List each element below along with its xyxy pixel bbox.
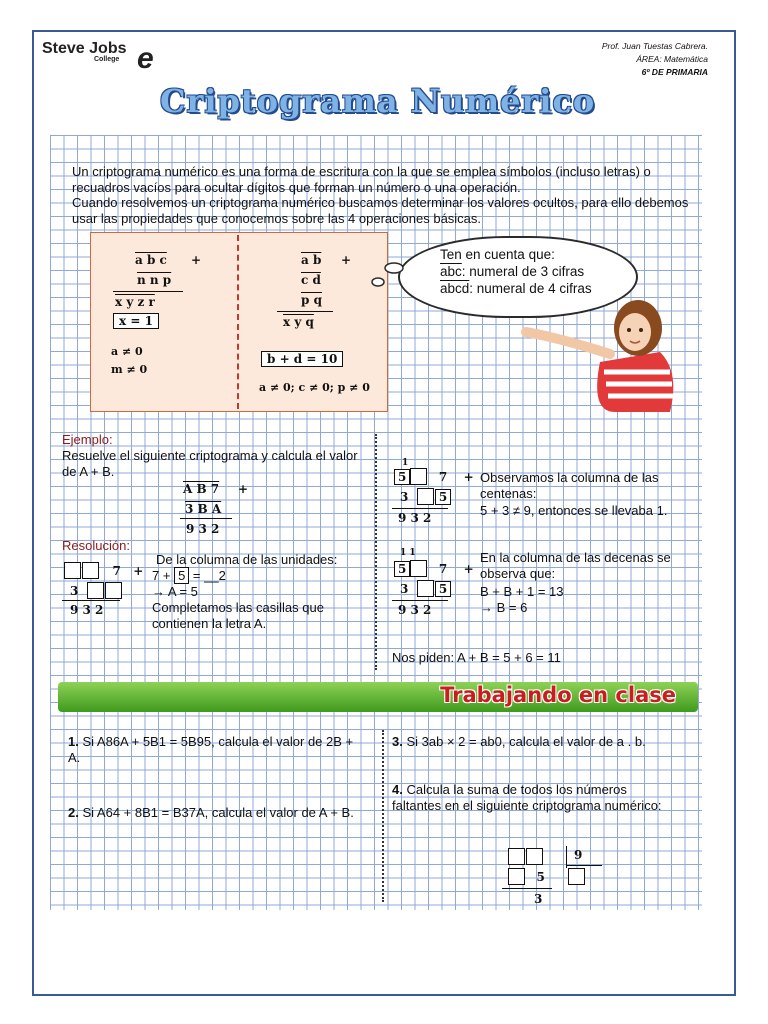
divider-dashed (237, 235, 239, 409)
girl-pointing-illustration (520, 292, 680, 412)
step1-text2: Completamos las casillas que contienen la letra A. (152, 600, 324, 631)
final-answer: Nos piden: A + B = 5 + 6 = 11 (392, 650, 561, 665)
tip-text (440, 246, 592, 297)
step3-carries: 1 1 (400, 548, 416, 558)
rule-left-sum: x y z r (115, 295, 155, 309)
step2-carry: 1 (402, 458, 409, 468)
exercise-4: 4. Calcula la suma de todos los números faltantes en el siguiente criptograma numérico: (392, 782, 662, 813)
step2-text2: 5 + 3 ≠ 9, entonces se llevaba 1. (480, 503, 668, 518)
example-row2: 3 B A (185, 502, 222, 516)
division-subtrahend: 5 (508, 868, 545, 886)
resolution-label: Resolución: (62, 538, 130, 553)
division-remainder: 3 (534, 892, 543, 906)
page-title: Criptograma Numérico (160, 82, 596, 120)
rule-left-row1: a b c (135, 253, 167, 267)
section-banner (58, 682, 698, 712)
example-sum: 9 3 2 (186, 522, 220, 536)
example-divider (375, 434, 377, 670)
step1-result: → A = 5 (152, 584, 198, 599)
empty-box (410, 468, 427, 485)
subject-area: ÁREA: Matemática (636, 54, 708, 64)
division-line (502, 888, 552, 889)
example-heading: Ejemplo: (62, 432, 113, 447)
step3-text2: B + B + 1 = 13 (480, 584, 564, 599)
exercise-2: 2. Si A64 + 8B1 = B37A, calcula el valor de A + B. (68, 805, 354, 820)
exercise-3: 3. Si 3ab × 2 = ab0, calcula el valor de a . b. (392, 734, 646, 749)
rule-right-cond: a ≠ 0; c ≠ 0; p ≠ 0 (259, 381, 370, 394)
rule-left-sum-line (113, 291, 183, 292)
rule-right-sum: x y q (283, 315, 314, 329)
division-bracket-line (566, 865, 602, 866)
logo-line1: Steve Jobs (42, 40, 127, 57)
rule-left-plus: + (191, 253, 202, 267)
rule-right-row3: p q (301, 293, 322, 307)
empty-box (417, 580, 434, 597)
exercise-divider (382, 730, 384, 902)
banner-label: Trabajando en clase (440, 683, 676, 707)
rule-right-boxed: b + d = 10 (261, 351, 343, 367)
step1-row2: 3 (64, 582, 123, 600)
empty-box (82, 562, 99, 579)
example-row1: A B 7 (183, 482, 220, 496)
teacher-name: Prof. Juan Tuestas Cabrera. (601, 41, 708, 51)
example-statement: Resuelve el siguiente criptograma y calcula el valor de A + B. (62, 448, 358, 479)
empty-box (87, 582, 104, 599)
teacher-info (602, 40, 708, 79)
bubble-tail-icon (370, 262, 406, 292)
example-plus: + (238, 482, 249, 496)
empty-box (64, 562, 81, 579)
step2-sum-line (392, 508, 448, 509)
rule-right-row1: a b (301, 253, 322, 267)
step2-row1: 5 7 + (394, 468, 474, 486)
empty-box (508, 868, 525, 885)
rule-right-row2: c d (301, 273, 321, 287)
exercise-1: 1. Si A86A + 5B1 = 5B95, calcula el valor de 2B + A. (68, 734, 354, 765)
intro-paragraph-1: Un criptograma numérico es una forma de escritura con la que se emplea símbolos (incluso letras) o recuadros vacíos para ocultar dígitos que forman un número o una operación. (72, 164, 651, 195)
rule-right-plus: + (341, 253, 352, 267)
rule-left-cond1: a ≠ 0 (111, 345, 143, 358)
school-logo (42, 40, 154, 75)
step2-sum: 9 3 2 (398, 511, 432, 525)
example-sum-line (180, 518, 232, 519)
intro-text (72, 164, 700, 226)
step1-text1: De la columna de las unidades: (156, 552, 338, 567)
rule-right-sum-line (277, 311, 333, 312)
division-divisor: 9 (574, 848, 583, 862)
step2-row2: 3 5 (394, 488, 451, 506)
empty-box (568, 868, 585, 885)
empty-box (526, 848, 543, 865)
tip-line3: abcd: numeral de 4 cifras (440, 281, 592, 296)
empty-box (417, 488, 434, 505)
rule-left-cond2: m ≠ 0 (111, 363, 148, 376)
step3-sum: 9 3 2 (398, 603, 432, 617)
step3-sum-line (392, 600, 448, 601)
tip-line1: Ten en cuenta que: (440, 247, 555, 262)
rule-left-boxed: x = 1 (113, 313, 159, 329)
division-dividend (508, 848, 544, 866)
logo-line2: College (94, 56, 120, 63)
division-quotient (568, 868, 586, 886)
empty-box (105, 582, 122, 599)
grade-level: 6º DE PRIMARIA (641, 67, 708, 77)
step3-row2: 3 5 (394, 580, 451, 598)
step1-sum: 9 3 2 (70, 603, 104, 617)
step1-sum-line (62, 600, 120, 601)
step3-text1: En la columna de las decenas se observa que: (480, 550, 671, 581)
step3-text3: → B = 6 (480, 600, 528, 615)
step3-row1: 5 7 + (394, 560, 474, 578)
rule-left-row2: n n p (137, 273, 172, 287)
tip-line2: $\overline{abc}$: numeral de 3 cifras (440, 264, 585, 279)
logo-e-mark-icon: e (137, 42, 154, 75)
step2-text1: Observamos la columna de las centenas: (480, 470, 659, 501)
step1-row1: 7 + (64, 562, 143, 580)
step1-equation: 7 + 5 = __2 (152, 568, 226, 583)
empty-box (508, 848, 525, 865)
empty-box (410, 560, 427, 577)
rules-panel (90, 232, 388, 412)
intro-paragraph-2: Cuando resolvemos un criptograma numérico buscamos determinar los valores ocultos, para ello debemos usar las propiedades que conocemos sobre las 4 operaciones básicas. (72, 195, 689, 226)
